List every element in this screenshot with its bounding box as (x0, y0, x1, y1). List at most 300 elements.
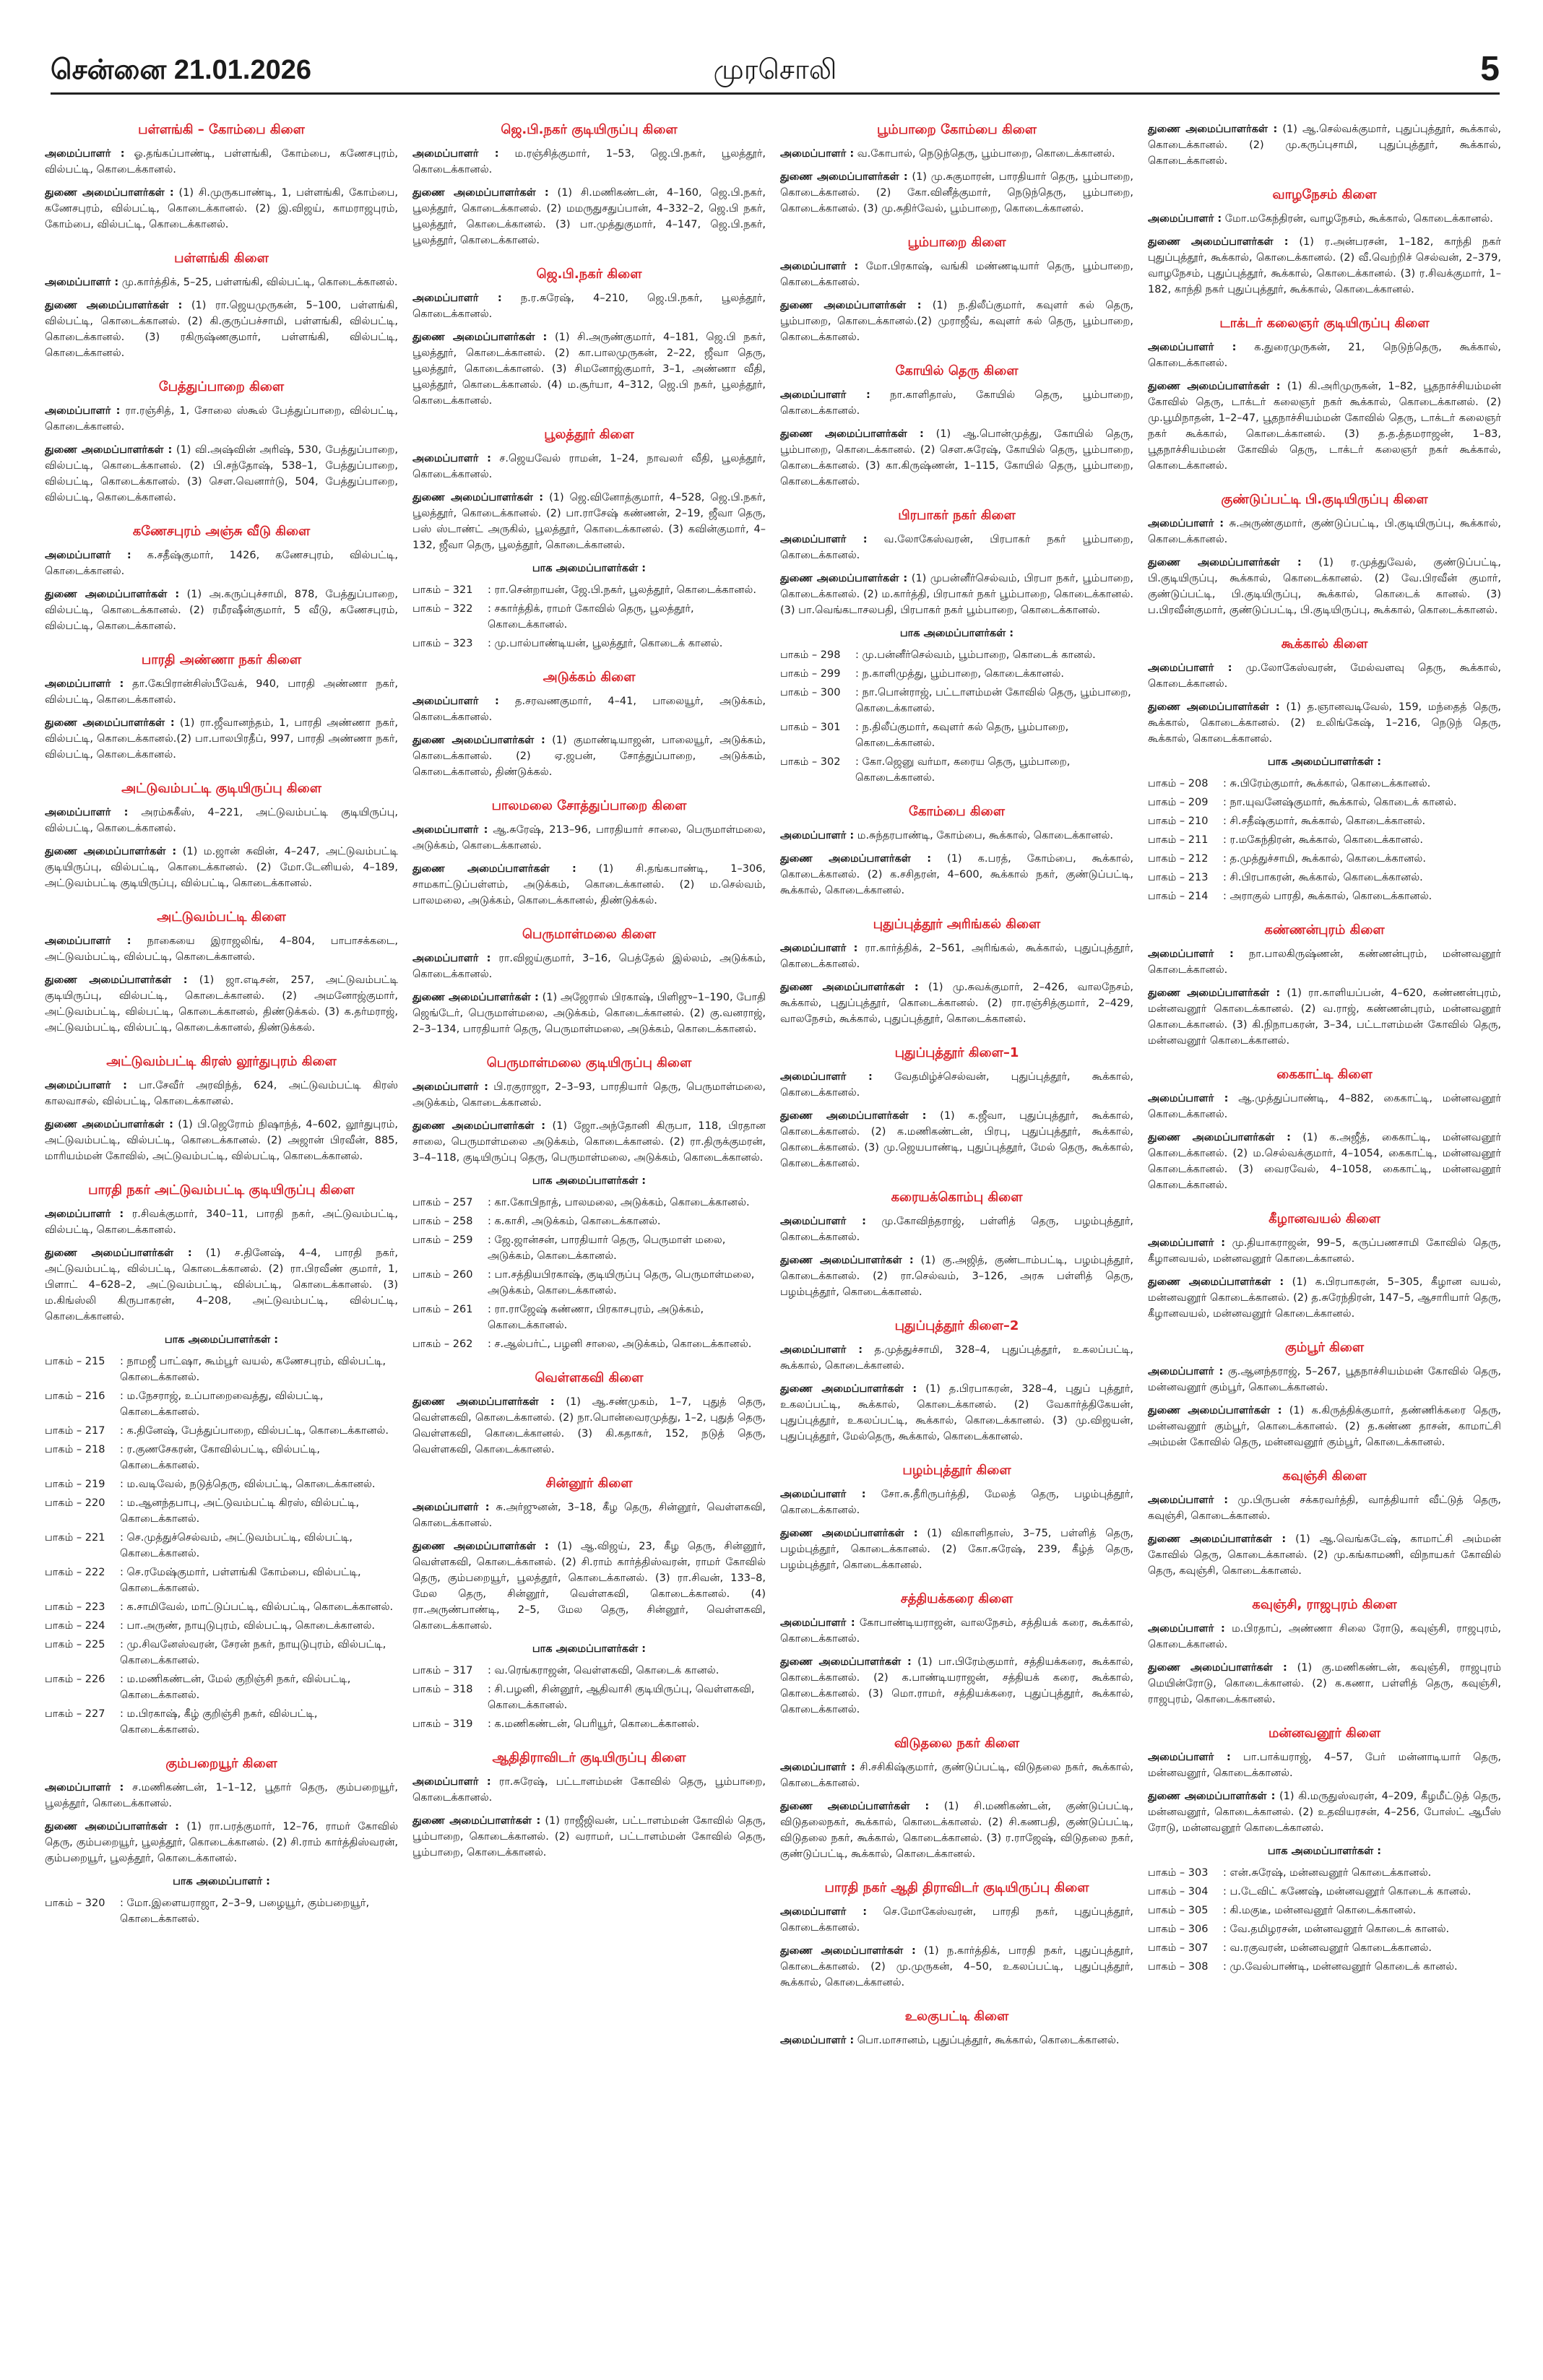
columns (45, 121, 1501, 2066)
branch-title: கைகாட்டி கிளை (1276, 1067, 1373, 1082)
role-entry (412, 185, 766, 248)
role-text: மு.தியாகராஜன், 99–5, கருப்பணசாமி கோவில் தெரு, கீழானவயல், மன்னவனூர் கொடைக்கானல். (1148, 1237, 1501, 1265)
bhagam-row (45, 1706, 398, 1738)
role-entry (1148, 985, 1501, 1049)
role-text: (1) கு.அஜித், குண்டாம்பட்டி, பழம்புத்தூர், கொடைக்கானல். (2) ரா.செல்வம், 3–126, அரசு பள்ளித் தெரு, பழம்புத்தூர், கொடைக்கானல். (780, 1255, 1133, 1298)
role-text: ரா.ரஞ்சித், 1, சோலை ஸ்கூல் பேத்துப்பாறை, வில்பட்டி, கொடைக்கானல். (45, 405, 398, 433)
role-label: அமைப்பாளர் : (412, 696, 499, 707)
bhagam-name: : சு.பிரேம்குமார், கூக்கால், கொடைக்கானல். (1223, 778, 1431, 789)
bhagam-name: : என்.சுரேஷ், மன்னவனூர் கொடைக்கானல். (1223, 1867, 1432, 1879)
role-entry (412, 861, 766, 909)
bhagam-name: : சகார்த்திக், ராமர் கோவில் தெரு, பூலத்தூர், கொடைக்கானல். (488, 603, 694, 631)
branch-title: புதுப்புத்தூர் கிளை–1 (894, 1045, 1019, 1060)
branch-section (412, 121, 766, 248)
role-text: ம.சுந்தரபாண்டி, கோம்பை, கூக்கால், கொடைக்கானல். (857, 830, 1114, 841)
role-text: மு.கோவிந்தராஜ், பள்ளித் தெரு, பழம்புத்தூர், கொடைக்கானல். (780, 1216, 1133, 1243)
bhagam-row (780, 647, 1133, 663)
branch-title: மன்னவனூர் கிளை (1268, 1726, 1381, 1741)
role-label: துணை அமைப்பாளர்கள் : (412, 1120, 546, 1132)
bhagam-row (1148, 813, 1501, 829)
role-entry (45, 403, 398, 435)
role-entry (45, 1206, 398, 1238)
bhagam-name: : ர.மகேந்திரன், கூக்கால், கொடைக்கானல். (1223, 834, 1423, 846)
role-entry (780, 387, 1133, 419)
role-entry (1148, 1364, 1501, 1395)
branch-section (780, 2008, 1133, 2048)
branch-title: கண்ணன்புரம் கிளை (1264, 922, 1385, 938)
role-entry (1148, 555, 1501, 618)
role-label: துணை அமைப்பாளர்கள் : (1148, 1132, 1291, 1143)
bhagam-number: பாகம் – 211 (1148, 834, 1209, 846)
bhagam-number: பாகம் – 257 (412, 1197, 473, 1208)
bhagam-name: : ரா.சென்றாயன், ஜே.பி.நகர், பூலத்தூர், கொடைக்கானல். (488, 584, 756, 596)
role-label: துணை அமைப்பாளர்கள் : (1148, 1791, 1276, 1802)
role-label: துணை அமைப்பாளர்கள் : (412, 1541, 549, 1552)
bhagam-row (1148, 1865, 1501, 1881)
bhagam-number: பாகம் – 212 (1148, 853, 1209, 865)
role-text: (1) க.அஜீத், கைகாட்டி, மன்னவனூர் கொடைக்கானல். (2) ம.செல்வக்குமார், 4–1054, கைகாட்டி, மன்னவனூர் கொடைக்கானல். (3) வைரவேல், 4–1058, கைகாட்டி, மன்னவனூர் கொடைக்கானல். (1148, 1132, 1501, 1191)
role-entry (780, 979, 1133, 1027)
role-entry (780, 1108, 1133, 1172)
bhagam-row (1148, 1884, 1501, 1900)
role-entry (780, 1654, 1133, 1718)
branch-section (1148, 636, 1501, 904)
role-text: ம.ரஞ்சித்குமார், 1–53, ஜெ.பி.நகர், பூலத்தூர், கொடைக்கானல். (412, 148, 766, 176)
bhagam-name: : கோ.ஜெனு வர்மா, கரைய தெரு, பூம்பாறை, கொடைக்கானல். (855, 756, 1071, 784)
role-entry (45, 1780, 398, 1812)
role-text: (1) ம.ஜான் சுவின், 4–247, அட்டுவம்பட்டி குடியிருப்பு, வில்பட்டி, கொடைக்கானல். (2) மோ.டேனியல், 4–189, அட்டுவம்பட்டி குடியிருப்பு, வில்பட்டி, கொடைக்கானல். (45, 846, 398, 889)
bhagam-name: : ந.காளிமுத்து, பூம்பாறை, கொடைக்கானல். (855, 668, 1064, 680)
branch-section (412, 1749, 766, 1861)
role-entry (780, 1943, 1133, 1991)
bhagam-number: பாகம் – 213 (1148, 872, 1209, 883)
bhagam-name: : வ.ரெங்கராஜன், வெள்ளகவி, கொடைக் கானல். (488, 1665, 719, 1676)
role-entry (412, 990, 766, 1037)
role-text: (1) சி.மணிகண்டன், 4–160, ஜெ.பி.நகர், பூலத்தூர், கொடைக்கானல். (2) மமருதுசதுப்பான், 4–332–2, ஜெ.பி நகர், பூலத்தூர், கொடைக்கானல். (3) பா.முத்துகுமார், 4–147, ஜெ.பி.நகர், பூலத்தூர், கொடைக்கானல். (412, 187, 766, 246)
role-text: மு.கார்த்திக், 5–25, பள்ளங்கி, வில்பட்டி, கொடைக்கானல். (121, 277, 398, 288)
branch-title: பேத்துப்பாறை கிளை (158, 379, 285, 394)
role-text: (1) கி.அரிமுருகன், 1–82, பூதநாச்சியம்மன் கோவில் தெரு, டாக்டர் கலைஞர் நகர் கூக்கால், கொடைக்கானல். (2) மு.பூமிநாதன், 1–2–47, பூதநாச்சியம்மன் கோவில் தெரு, டாக்டர் கலைஞர் நகர் கூக்கால், கொடைக்கானல். (3) த.த.த்தமராஜன், 1–83, பூதநாச்சியம்மன் கோவில் தெரு, டாக்டர் கலைஞர் நகர் கூக்கால், கொடைக்கானல். (1148, 381, 1501, 472)
role-label: துணை அமைப்பாளர்கள் : (45, 1119, 173, 1130)
bhagam-name: : ம.மணிகண்டன், மேல் குறிஞ்சி நகர், வில்பட்டி, கொடைக்கானல். (120, 1674, 351, 1701)
role-text: (1) க.கிருத்திக்குமார், தண்ணிக்கரை தெரு, மன்னவனூர் கும்பூர், கொடைக்கானல். (2) த.கண்ண தாசன், காமாட்சி அம்மன் கோவில் தெரு, மன்னவனூர் கும்பூர், கொடைக்கானல். (1148, 1405, 1501, 1448)
role-label: துணை அமைப்பாளர்கள் : (412, 187, 549, 199)
role-text: (1) ரா.ஜீவானந்தம், 1, பாரதி அண்ணா நகர், வில்பட்டி, கொடைக்கானல்.(2) பா.பாலபிரதீப், 997, பாரதி அண்ணா நகர், வில்பட்டி, கொடைக்கானல். (45, 717, 398, 761)
bhagam-row (45, 1495, 398, 1527)
role-entry (45, 185, 398, 233)
bhagam-number: பாகம் – 218 (45, 1444, 105, 1455)
bhagam-name: : நா.யுவனேஷ்குமார், கூக்கால், கொடைக் கானல். (1223, 797, 1457, 808)
role-text: பா.சேவீர் அரவிந்த், 624, அட்டுவம்பட்டி கிரஸ் காலவாசல், வில்பட்டி, கொடைக்கானல். (45, 1080, 398, 1107)
branch-title: புதுப்புத்தூர் கிளை–2 (894, 1318, 1019, 1333)
role-entry (780, 851, 1133, 899)
role-text: க.சதீஷ்குமார், 1426, கணேசபுரம், வில்பட்டி, கொடைக்கானல். (45, 550, 398, 577)
branch-section (1148, 1468, 1501, 1579)
role-entry (1148, 1749, 1501, 1781)
branch-title: பூலத்தூர் கிளை (544, 427, 634, 442)
bhagam-heading: பாக அமைப்பாளர்கள் : (899, 628, 1014, 639)
role-label: துணை அமைப்பாளர்கள் : (1148, 701, 1280, 713)
bhagam-number: பாகம் – 222 (45, 1567, 105, 1578)
role-entry (780, 1904, 1133, 1936)
role-label: அமைப்பாளர் : (1148, 342, 1237, 353)
bhagam-number: பாகம் – 302 (780, 756, 841, 768)
branch-section (45, 909, 398, 1036)
role-entry (1148, 1531, 1501, 1579)
branch-section (45, 652, 398, 763)
branch-title: பிரபாகர் நகர் கிளை (898, 508, 1016, 523)
branch-section (1148, 315, 1501, 474)
role-text: (1) மு.சுகுமாரன், பாரதியார் தெரு, பூம்பாறை, கொடைக்கானல். (2) கோ.வினீத்குமார், நெடுந்தெரு, பூம்பாறை, கொடைக்கானல். (3) மு.சுதிர்வேல், பூம்பாறை, கொடைக்கானல். (780, 171, 1133, 215)
role-label: துணை அமைப்பாளர்கள் : (412, 1815, 541, 1827)
role-label: துணை அமைப்பாளர்கள் : (780, 1110, 927, 1122)
bhagam-row (412, 1716, 766, 1732)
branch-title: பள்ளங்கி கிளை (174, 251, 269, 266)
branch-title: கும்பூர் கிளை (1284, 1340, 1365, 1355)
bhagam-name: : சி.பழனி, சின்னூர், ஆதிவாசி குடியிருப்பு, வெள்ளகவி, கொடைக்கானல். (488, 1684, 755, 1711)
branch-title: கோயில் தெரு கிளை (895, 363, 1019, 378)
bhagam-row (412, 1302, 766, 1333)
branch-title: புதுப்புத்தூர் அரிங்கல் கிளை (873, 917, 1041, 932)
role-text: (1) சி.மணிகண்டன், குண்டுப்பட்டி, விடுதலைநகர், கூக்கால், கொடைக்கானல். (2) சி.கணபதி, குண்டுப்பட்டி, விடுதலை நகர், கூக்கால், கொடைக்கானல். (3) ர.ராஜேஷ், விடுதலை நகர், குண்டுப்பட்டி, கூக்கால், கொடைக்கானல். (780, 1801, 1133, 1860)
role-label: அமைப்பாளர் : (45, 550, 131, 561)
role-entry (780, 1799, 1133, 1862)
role-label: அமைப்பாளர் : (780, 261, 859, 272)
branch-title: பாரதி நகர் அட்டுவம்பட்டி குடியிருப்பு கிளை (88, 1182, 355, 1198)
role-label: துணை அமைப்பாளர்கள் : (780, 300, 922, 311)
branch-section (412, 797, 766, 909)
role-label: துணை அமைப்பாளர்கள் : (1148, 1662, 1287, 1674)
role-entry (780, 1526, 1133, 1573)
role-entry (412, 1813, 766, 1861)
bhagam-heading: பாக அமைப்பாளர்கள் : (164, 1334, 279, 1346)
role-label: துணை அமைப்பாளர்கள் : (45, 589, 180, 600)
role-text: ரா.விஜய்குமார், 3–16, பெத்தேல் இல்லம், அடுக்கம், கொடைக்கானல். (412, 953, 766, 980)
bhagam-number: பாகம் – 210 (1148, 815, 1209, 827)
role-label: துணை அமைப்பாளர்கள் : (1148, 987, 1281, 999)
role-entry (45, 1078, 398, 1109)
role-label: அமைப்பாளர் : (412, 1081, 488, 1093)
bhagam-row (1148, 1940, 1501, 1956)
role-entry (1148, 121, 1501, 169)
role-label: துணை அமைப்பாளர்கள் : (1148, 1405, 1282, 1416)
role-text: ஆ.சுரேஷ், 213–96, பாரதியார் சாலை, பெருமாள்மலை, அடுக்கம், கொடைக்கானல். (412, 824, 766, 852)
role-text: (1) க.ஜீவா, புதுப்புத்தூர், கூக்கால், கொடைக்கானல். (2) க.மணிகண்டன், பிரபு, புதுப்புத்தூர், கூக்கால், கொடைக்கானல். (3) மு.ஜெயபாண்டி, புதுப்புத்தூர், மேல் தெரு, கூக்கால், கொடைக்கானல். (780, 1110, 1133, 1169)
branch-section (780, 121, 1133, 217)
role-text: ச.மணிகண்டன், 1–1–12, பூதார் தெரு, கும்பறையூர், பூலத்தூர், கொடைக்கானல். (45, 1782, 398, 1809)
bhagam-number: பாகம் – 320 (45, 1897, 105, 1909)
role-entry (412, 732, 766, 780)
branch-title: பூம்பாறை கோம்பை கிளை (877, 122, 1037, 137)
page-number: 5 (1480, 50, 1500, 88)
role-text: வேதமிழ்ச்செல்வன், புதுப்புத்தூர், கூக்கால், கொடைக்கானல். (780, 1071, 1133, 1099)
role-entry (780, 1381, 1133, 1445)
branch-title: ஆதிதிராவிடர் குடியிருப்பு கிளை (492, 1750, 686, 1765)
branch-title: பழம்புத்தூர் கிளை (902, 1463, 1011, 1478)
branch-section (1148, 1211, 1501, 1322)
role-entry (1148, 699, 1501, 747)
role-entry (780, 259, 1133, 290)
role-entry (45, 805, 398, 836)
bhagam-number: பாகம் – 323 (412, 638, 473, 649)
bhagam-row (45, 1388, 398, 1420)
role-text: ர.சிவக்குமார், 340–11, பாரதி நகர், அட்டுவம்பட்டி, வில்பட்டி, கொடைக்கானல். (45, 1208, 398, 1236)
branch-section (780, 363, 1133, 490)
bhagam-name: : ந.திலீப்குமார், கவுளர் கல் தெரு, பூம்பாறை, கொடைக்கானல். (855, 722, 1069, 749)
role-label: அமைப்பாளர் : (780, 2035, 855, 2046)
role-text: சு.அர்ஜுனன், 3–18, கீழ தெரு, சின்னூர், வெள்ளகவி, கொடைக்கானல். (412, 1502, 766, 1529)
branch-title: பாரதி நகர் ஆதி திராவிடர் குடியிருப்பு கிளை (824, 1880, 1089, 1895)
role-label: துணை அமைப்பாளர்கள் : (780, 853, 932, 865)
bhagam-row (45, 1599, 398, 1615)
role-text: நாகையை இராஜலிங், 4–804, பாபாசக்கடை, அட்டுவம்பட்டி, வில்பட்டி, கொடைக்கானல். (45, 935, 398, 963)
bhagam-number: பாகம் – 306 (1148, 1924, 1209, 1935)
role-text: நா.பாலகிருஷ்ணன், கண்ணன்புரம், மன்னவனூர் கொடைக்கானல். (1148, 948, 1501, 976)
bhagam-number: பாகம் – 301 (780, 722, 841, 733)
role-entry (45, 1245, 398, 1325)
role-label: துணை அமைப்பாளர்கள் : (780, 1945, 916, 1957)
bhagam-number: பாகம் – 307 (1148, 1942, 1209, 1954)
role-label: அமைப்பாளர் : (780, 534, 868, 545)
role-text: சி.சசிகிஷ்குமார், குண்டுப்பட்டி, விடுதலை நகர், கூக்கால், கொடைக்கானல். (780, 1762, 1133, 1789)
role-text: (1) ஆ.சண்முகம், 1–7, புதுத் தெரு, வெள்ளகவி, கொடைக்கானல். (2) நா.பொன்வைரமுத்து, 1–2, புதுத் தெரு, வெள்ளகவி, கொடைக்கானல். (3) கி.கதாகர், 152, நடுத் தெரு, வெள்ளகவி, கொடைக்கானல். (412, 1396, 766, 1455)
role-label: அமைப்பாளர் : (780, 1489, 866, 1500)
branch-title: அடுக்கம் கிளை (543, 670, 636, 685)
role-text: (1) ஆ.வெங்கடேஷ், காமாட்சி அம்மன் கோவில் தெரு, கொடைக்கானல். (2) மு.கங்காமணி, விநாயகர் கோவில் தெரு, கவுஞ்சி, கொடைக்கானல். (1148, 1533, 1501, 1577)
role-text: (1) மு.சுவக்குமார், 2–426, வாலநேசம், கூக்கால், புதுப்புத்தூர், கொடைக்கானல். (2) ரா.ரஞ்சித்குமார், 2–429, வாலநேசம், கூக்கால், புதுப்புத்தூர், கொடைக்கானல். (780, 982, 1133, 1025)
role-entry (45, 548, 398, 579)
role-entry (780, 940, 1133, 972)
role-text: (1) அ.கருப்புச்சாமி, 878, பேத்துப்பாறை, வில்பட்டி, கொடைக்கானல். (2) ரமீரஷீன்குமார், 5 வீடு, கணேசபுரம், வில்பட்டி, கொடைக்கானல். (45, 589, 398, 632)
bhagam-name: : அராகுல் பாரதி, கூக்கால், கொடைக்கானல். (1223, 891, 1432, 902)
role-entry (45, 1117, 398, 1164)
bhagam-row (1148, 776, 1501, 792)
bhagam-name: : க.தினேஷ், பேத்துப்பாறை, வில்பட்டி, கொடைக்கானல். (120, 1425, 389, 1437)
bhagam-number: பாகம் – 321 (412, 584, 473, 596)
role-label: துணை அமைப்பாளர்கள் : (780, 1255, 914, 1266)
role-label: அமைப்பாளர் : (45, 405, 121, 417)
role-entry (1148, 946, 1501, 978)
branch-section (45, 121, 398, 233)
role-entry (412, 951, 766, 982)
role-label: அமைப்பாளர் : (45, 277, 119, 288)
bhagam-name: : ம.வடிவேல், நடுத்தெரு, வில்பட்டி, கொடைக்கானல். (120, 1479, 376, 1490)
bhagam-number: பாகம் – 227 (45, 1708, 105, 1720)
role-text: ச.ஜெயவேல் ராமன், 1–24, நாவலர் வீதி, பூலத்தூர், கொடைக்கானல். (412, 453, 766, 480)
role-text: (1) ரா.பரத்குமார், 12–76, ராமர் கோவில் தெரு, கும்பறையூர், பூலத்தூர், கொடைக்கானல். (2) சி.ராம் கார்த்திஸ்வரன், கும்பறையூர், பூலத்தூர், கொடைக்கானல். (45, 1821, 398, 1864)
role-entry (1148, 1492, 1501, 1524)
role-label: துணை அமைப்பாளர்கள் : (412, 332, 548, 343)
branch-title: பாரதி அண்ணா நகர் கிளை (141, 652, 302, 667)
bhagam-number: பாகம் – 214 (1148, 891, 1209, 902)
branch-section (1148, 1596, 1501, 1708)
branch-section (1148, 1066, 1501, 1193)
branch-section (780, 507, 1133, 786)
role-entry (1148, 1091, 1501, 1122)
bhagam-name: : மு.பால்பாண்டியன், பூலத்தூர், கொடைக் கானல். (488, 638, 723, 649)
role-label: துணை அமைப்பாளர்கள் : (780, 1528, 918, 1539)
role-text: பொ.மாசானம், புதுப்புத்தூர், கூக்கால், கொடைக்கானல். (857, 2035, 1120, 2046)
role-entry (45, 146, 398, 178)
role-entry (45, 844, 398, 891)
role-entry (45, 972, 398, 1036)
bhagam-row (45, 1423, 398, 1439)
role-entry (412, 1118, 766, 1166)
column (1148, 121, 1501, 2066)
role-label: அமைப்பாளர் : (1148, 948, 1234, 960)
role-entry (780, 426, 1133, 490)
role-text: (1) ஆ.விஜய், 23, கீழ தெரு, சின்னூர், வெள்ளகவி, கொடைக்கானல். (2) சி.ராம் கார்த்திஸ்வரன், ராமர் கோவில் தெரு, கும்பறையூர், பூலத்தூர், கொடைக்கானல். (3) ரா.சிவன், 133–8, மேல தெரு, சின்னூர், வெள்ளகவி, கொடைக்கானல். (4) ரா.அருண்பாண்டி, 2–5, மேல தெரு, சின்னூர், வெள்ளகவி, கொடைக்கானல். (412, 1541, 766, 1632)
bhagam-row (780, 754, 1133, 786)
role-text: (1) பா.பிரேம்குமார், சத்தியக்கரை, கூக்கால், கொடைக்கானல். (2) க.பாண்டியராஜன், சத்தியக் கரை, கூக்கால், கொடைக்கானல். (3) மொ.ராமர், சத்தியக்கரை, புதுப்புத்தூர், கூக்கால், கொடைக்கானல். (780, 1656, 1133, 1715)
role-entry (45, 587, 398, 634)
bhagam-row (45, 1895, 398, 1927)
role-label: அமைப்பாளர் : (1148, 1093, 1229, 1104)
role-text: (1) ச.தினேஷ், 4–4, பாரதி நகர், அட்டுவம்பட்டி, வில்பட்டி, கொடைக்கானல். (2) ரா.பிரவீண் குமார், 1, பிளாட் 4–628–2, அட்டுவம்பட்டி, வில்பட்டி, கொடைக்கானல். (3) ம.கிங்ஸ்லி கிருபாகரன், 4–208, அட்டுவம்பட்டி, வில்பட்டி, கொடைக்கானல். (45, 1247, 398, 1323)
role-text: (1) ந.கார்த்திக், பாரதி நகர், புதுப்புத்தூர், கொடைக்கானல். (2) மு.முருகன், 4–50, உகலப்பட்டி, புதுப்புத்தூர், கூக்கால், கொடைக்கானல். (780, 1945, 1133, 1989)
bhagam-heading: பாக அமைப்பாளர்கள் : (1267, 1845, 1382, 1857)
bhagam-name: : ப.டேவிட் கணேஷ், மன்னவனூர் கொடைக் கானல். (1223, 1886, 1471, 1897)
bhagam-name: : க.சாமிவேல், மாட்டுப்பட்டி, வில்பட்டி, கொடைக்கானல். (120, 1601, 394, 1613)
bhagam-name: : சி.பிரபாகரன், கூக்கால், கொடைக்கானல். (1223, 872, 1423, 883)
bhagam-row (780, 719, 1133, 751)
bhagam-row (780, 685, 1133, 717)
branch-title: கீழானவயல் கிளை (1268, 1211, 1380, 1226)
branch-section (412, 266, 766, 409)
bhagam-number: பாகம் – 224 (45, 1620, 105, 1632)
role-entry (780, 146, 1133, 162)
role-entry (412, 693, 766, 725)
bhagam-name: : சி.சதீஷ்குமார், கூக்கால், கொடைக்கானல். (1223, 815, 1426, 827)
role-text: ஓ.தங்கப்பாண்டி, பள்ளங்கி, கோம்பை, கணேசபுரம், வில்பட்டி, கொடைக்கானல். (45, 148, 398, 176)
bhagam-row (45, 1530, 398, 1562)
role-entry (1148, 1660, 1501, 1708)
role-entry (1148, 339, 1501, 371)
bhagam-name: : செ.முத்துச்செல்வம், அட்டுவம்பட்டி, வில்பட்டி, கொடைக்கானல். (120, 1532, 353, 1559)
role-text: (1) ஜெ.வினோத்குமார், 4–528, ஜெ.பி.நகர், பூலத்தூர், கொடைக்கானல். (2) பா.ராசேஷ் கண்ணன், 2–19, ஜீவா தெரு, பஸ் ஸ்டாண்ட் அருகில், பூலத்தூர், கொடைக்கானல். (3) கவின்குமார், 4–132, ஜீவா தெரு, பூலத்தூர், கொடைக்கானல். (412, 492, 766, 551)
bhagam-row (45, 1442, 398, 1474)
bhagam-name: : ஜே.ஜான்சன், பாரதியார் தெரு, பெருமாள் மலை, அடுக்கம், கொடைக்கானல். (488, 1234, 726, 1262)
bhagam-name: : மோ.இளையராஜா, 2–3–9, பழையூர், கும்பறையூர், கொடைக்கானல். (120, 1897, 370, 1925)
branch-section (45, 250, 398, 361)
role-text: (1) சி.முருகபாண்டி, 1, பள்ளங்கி, கோம்பை, கணேசபுரம், வில்பட்டி, கொடைக்கானல். (2) இ.விஜய், காமராஜபுரம், கோம்பை, வில்பட்டி, கொடைக்கானல். (45, 187, 398, 230)
branch-section (780, 1591, 1133, 1718)
branch-title: டாக்டர் கலைஞர் குடியிருப்பு கிளை (1219, 316, 1430, 331)
role-label: அமைப்பாளர் : (45, 148, 125, 160)
branch-title: விடுதலை நகர் கிளை (894, 1736, 1020, 1751)
role-entry (412, 1394, 766, 1458)
role-text: (1) ஜா.எடிசன், 257, அட்டுவம்பட்டி குடியிருப்பு, வில்பட்டி, கொடைக்கானல். (2) அமனோஜ்குமார், அட்டுவம்பட்டி, வில்பட்டி, கொடைக்கானல், திண்டுக்கல். (3) க.தர்மராஜ், அட்டுவம்பட்டி, வில்பட்டி, கொடைக்கானல், திண்டுக்கல். (45, 974, 398, 1034)
role-label: அமைப்பாளர் : (780, 1617, 855, 1629)
branch-title: பூம்பாறை கிளை (907, 235, 1006, 250)
column (45, 121, 398, 2066)
bhagam-name: : வ.ரகுவரன், மன்னவனூர் கொடைக்கானல். (1223, 1942, 1432, 1954)
role-text: (1) குமாண்டியாஜன், பாலையூர், அடுக்கம், கொடைக்கானல். (2) ஏ.ஜபன், சோத்துப்பாறை, அடுக்கம், கொடைக்கானல், திண்டுக்கல். (412, 735, 766, 778)
bhagam-number: பாகம் – 308 (1148, 1961, 1209, 1973)
role-text: பா.பாக்யராஜ், 4–57, பேர் மன்னாடியார் தெரு, மன்னவனூர், கொடைக்கானல். (1148, 1752, 1501, 1779)
branch-section (412, 426, 766, 652)
role-text: (1) த.பிரபாகரன், 328–4, புதுப் புத்தூர், உகலப்பட்டி, கூக்கால், கொடைக்கானல். (2) வேகார்த்திகேயன், புதுப்புத்தூர், உகலப்பட்டி, கூக்கால், கொடைக்கானல். (3) மு.விஜயன், புதுப்புத்தூர், மேல்தெரு, கூக்கால், கொடைக்கானல். (780, 1383, 1133, 1442)
bhagam-row (1148, 888, 1501, 904)
bhagam-row (1148, 1921, 1501, 1937)
branch-section (412, 1369, 766, 1458)
branch-title: சின்னூர் கிளை (545, 1476, 633, 1491)
bhagam-name: : ரா.ராஜேஷ் கண்ணா, பிரகாசபுரம், அடுக்கம், கொடைக்கானல். (488, 1304, 704, 1331)
role-text: மு.பிருபன் சக்கரவர்த்தி, வாத்தியார் வீட்டுத் தெரு, கவுஞ்சி, கொடைக்கானல். (1148, 1494, 1501, 1522)
branch-title: கவுஞ்சி கிளை (1282, 1468, 1367, 1484)
role-text: த.சரவணகுமார், 4–41, பாலையூர், அடுக்கம், கொடைக்கானல். (412, 696, 766, 723)
role-entry (780, 1487, 1133, 1518)
role-label: அமைப்பாளர் : (1148, 662, 1232, 674)
role-entry (1148, 660, 1501, 692)
bhagam-row (412, 1232, 766, 1264)
role-label: அமைப்பாளர் : (780, 148, 855, 160)
role-text: த.முத்துச்சாமி, 328–4, புதுப்புத்தூர், உகலப்பட்டி, கூக்கால், கொடைக்கானல். (780, 1344, 1133, 1372)
bhagam-row (45, 1618, 398, 1634)
role-label: துணை அமைப்பாளர்கள் : (45, 187, 174, 199)
role-label: அமைப்பாளர் : (45, 1080, 127, 1091)
role-text: க.துரைமுருகன், 21, நெடுந்தெரு, கூக்கால், கொடைக்கானல். (1148, 342, 1501, 369)
bhagam-name: : க.மணிகண்டன், பெரியூர், கொடைக்கானல். (488, 1718, 700, 1730)
role-text: ம.பிரதாப், அண்ணா சிலை ரோடு, கவுஞ்சி, ராஜபுரம், கொடைக்கானல். (1148, 1623, 1501, 1650)
role-label: துணை அமைப்பாளர்கள் : (780, 573, 908, 584)
bhagam-number: பாகம் – 225 (45, 1639, 105, 1650)
bhagam-row (45, 1565, 398, 1596)
role-entry (412, 329, 766, 409)
role-entry (1148, 234, 1501, 298)
role-text: (1) ர.அன்பரசன், 1–182, காந்தி நகர் புதுப்புத்தூர், கூக்கால், கொடைக்கானல். (2) வீ.வெற்றிச் செல்வன், 2–379, வாழநேசம், புதுப்புத்தூர், கூக்கால், கொடைக்கானல். (3) ர.சிவக்குமார், 1–182, காந்தி நகர் புதுப்புத்தூர், கூக்கால், கொடைக்கானல். (1148, 236, 1501, 295)
role-label: அமைப்பாளர் : (412, 293, 502, 304)
branch-section (780, 1317, 1133, 1445)
role-text: (1) ரா.ஜெயமுருகன், 5–100, பள்ளங்கி, வில்பட்டி, கொடைக்கானல். (2) கி.குருப்பச்சாமி, பள்ளங்கி, வில்பட்டி, கொடைக்கானல். (3) ரகிருஷ்ணகுமார், பள்ளங்கி, வில்பட்டி, கொடைக்கானல். (45, 300, 398, 359)
role-text: (1) க.பிரபாகரன், 5–305, கீழான வயல், மன்னவனூர் கொடைக்கானல். (2) த.சுரேந்திரன், 147–5, ஆசாரியார் தெரு, கீழானவயல், மன்னவனூர் கொடைக்கானல். (1148, 1276, 1501, 1320)
branch-title: அட்டுவம்பட்டி கிரஸ் லூர்துபுரம் கிளை (106, 1054, 337, 1069)
role-label: அமைப்பாளர் : (412, 1502, 490, 1513)
branch-title: பாலமலை சோத்துப்பாறை கிளை (491, 798, 687, 813)
bhagam-number: பாகம் – 219 (45, 1479, 105, 1490)
branch-title: உலகுபட்டி கிளை (904, 2009, 1009, 2024)
role-text: மோ.மகேந்திரன், வாழநேசம், கூக்கால், கொடைக்கானல். (1224, 213, 1493, 225)
role-label: துணை அமைப்பாளர்கள் : (412, 492, 544, 503)
role-label: அமைப்பாளர் : (412, 148, 499, 160)
role-text: (1) க.பரத், கோம்பை, கூக்கால், கொடைக்கானல். (2) க.சசிதரன், 4–600, கூக்கால் நகர், குண்டுப்பட்டி, கூக்கால், கொடைக்கானல். (780, 853, 1133, 896)
bhagam-heading: பாக அமைப்பாளர் : (173, 1876, 270, 1887)
bhagam-number: பாகம் – 221 (45, 1532, 105, 1544)
branch-section (412, 1055, 766, 1352)
role-text: கு.ஆனந்தராஜ், 5–267, பூதநாச்சியம்மன் கோவில் தெரு, மன்னவனூர் கும்பூர், கொடைக்கானல். (1148, 1366, 1501, 1393)
role-entry (45, 933, 398, 965)
bhagam-row (412, 1336, 766, 1352)
role-label: அமைப்பாளர் : (412, 953, 491, 964)
bhagam-heading: பாக அமைப்பாளர்கள் : (532, 1643, 647, 1655)
bhagam-row (412, 1213, 766, 1229)
bhagam-heading: பாக அமைப்பாளர்கள் : (532, 563, 647, 574)
role-label: துணை அமைப்பாளர்கள் : (412, 1396, 555, 1408)
role-text: (1) கி.மருதுஸ்வரன், 4–209, கீழமீட்டுத் தெரு, மன்னவனூர், கொடைக்கானல். (2) உதவியரசன், 4–256, போஸ்ட் ஆபீஸ் ரோடு, மன்னவனூர் கொடைக்கானல். (1148, 1791, 1501, 1834)
bhagam-name: : நாமஜீ பாட்ஷா, கூம்பூர் வயல், கணேசபுரம், வில்பட்டி, கொடைக்கானல். (120, 1356, 386, 1383)
branch-title: அட்டுவம்பட்டி கிளை (157, 909, 286, 925)
role-entry (412, 1539, 766, 1634)
branch-title: பெருமாள்மலை குடியிருப்பு கிளை (486, 1055, 692, 1070)
role-entry (45, 274, 398, 290)
bhagam-name: : கா.கோபிநாத், பாலமலை, அடுக்கம், கொடைக்கானல். (488, 1197, 750, 1208)
column (780, 121, 1133, 2066)
role-text: பி.ரகுராஜா, 2–3–93, பாரதியார் தெரு, பெருமாள்மலை, அடுக்கம், கொடைக்கானல். (412, 1081, 766, 1109)
role-entry (412, 822, 766, 854)
role-text: (1) ரா.காளியப்பன், 4–620, கண்ணன்புரம், மன்னவனூர் கொடைக்கானல். (2) வ.ராஜ், கண்ணன்புரம், மன்னவனூர் கொடைக்கானல். (3) கி.நிநாபகரன், 3–34, பட்டாளம்மன் கோவில் தெரு, மன்னவனூர் கொடைக்கானல். (1148, 987, 1501, 1047)
bhagam-name: : மு.வேல்பாண்டி, மன்னவனூர் கொடைக் கானல். (1223, 1961, 1458, 1973)
bhagam-number: பாகம் – 305 (1148, 1905, 1209, 1916)
